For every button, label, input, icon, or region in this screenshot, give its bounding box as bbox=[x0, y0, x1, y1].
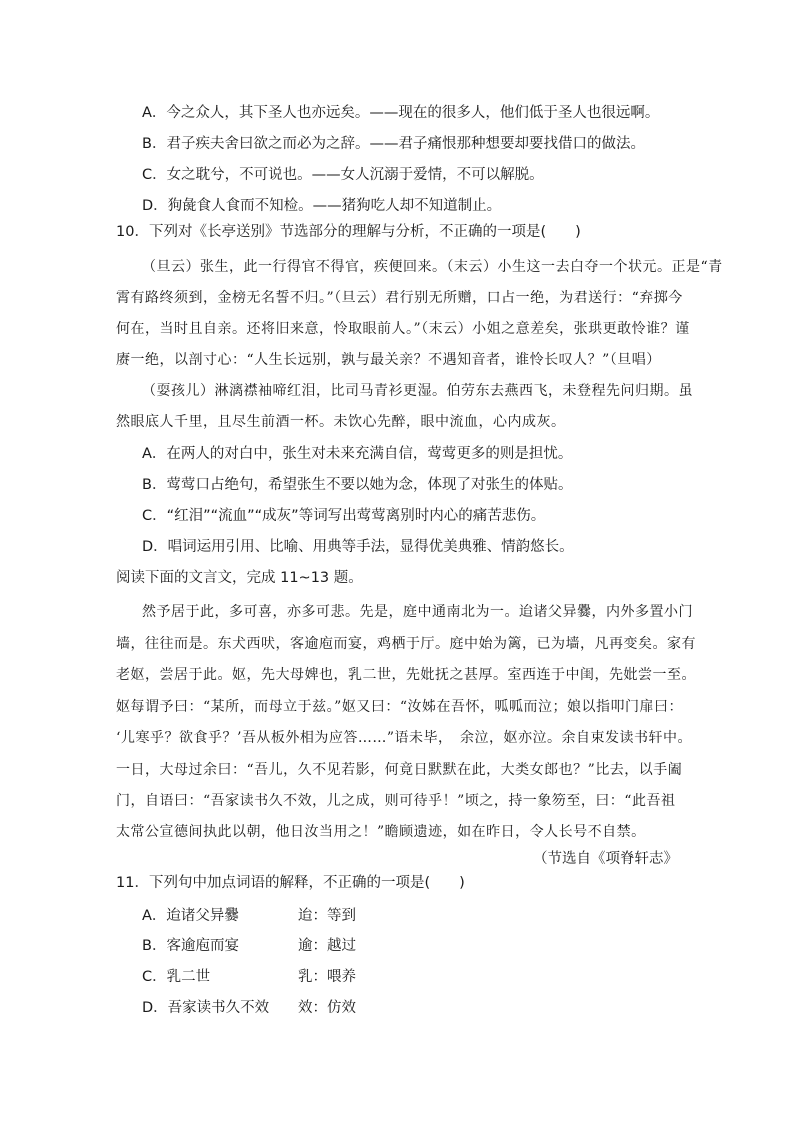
q10-passage-line: 然眼底人千里，且尽生前酒一杯。未饮心先醉，眼中流血，心内成灰。 bbox=[116, 414, 566, 430]
q9-option-c: C．女之耽兮，不可说也。——女人沉溺于爱情，不可以解脱。 bbox=[142, 167, 544, 183]
q11-option-b-gloss: 逾：越过 bbox=[298, 938, 356, 954]
q9-option-a: A．今之众人，其下圣人也亦远矣。——现在的很多人，他们低于圣人也很远啊。 bbox=[142, 105, 660, 121]
q10-passage-line: 何在，当时且自亲。还将旧来意，怜取眼前人。”（末云）小姐之意差矣，张珙更敢怜谁？谨 bbox=[116, 321, 690, 337]
q10-option-c: C．“红泪”“流血”“成灰”等词写出莺莺离别时内心的痛苦悲伤。 bbox=[142, 508, 546, 524]
q10-option-a: A．在两人的对白中，张生对未来充满自信，莺莺更多的则是担忧。 bbox=[142, 446, 573, 462]
classical-passage-line: 太常公宣德间执此以朝，他日汝当用之！”瞻顾遗迹，如在昨日，令人长号不自禁。 bbox=[116, 824, 646, 840]
q11-option-b-term: B．客逾庖而宴 bbox=[142, 938, 239, 954]
q10-passage-line: （旦云）张生，此一行得官不得官，疾便回来。（末云）小生这一去白夺一个状元。正是“青 bbox=[142, 259, 723, 275]
q9-option-b: B．君子疾夫舍曰欲之而必为之辞。——君子痛恨那种想要却要找借口的做法。 bbox=[142, 136, 645, 152]
q11-option-d-term: D．吾家读书久不效 bbox=[142, 1000, 270, 1016]
q10-passage-line: （耍孩儿）淋漓襟袖啼红泪，比司马青衫更湿。伯劳东去燕西飞，未登程先问归期。虽 bbox=[142, 383, 693, 399]
classical-passage-line: 墙，往往而是。东犬西吠，客逾庖而宴，鸡栖于厅。庭中始为篱，已为墙，凡再变矣。家有 bbox=[116, 636, 696, 652]
classical-passage-line: 然予居于此，多可喜，亦多可悲。先是，庭中通南北为一。迨诸父异爨，内外多置小门 bbox=[142, 604, 693, 620]
q10-passage-line: 霄有路终须到，金榜无名誓不归。”（旦云）君行别无所赠，口占一绝，为君送行：“弃掷今 bbox=[116, 290, 683, 306]
passage-source: （节选自《项脊轩志》 bbox=[533, 851, 678, 867]
q11-stem: 11．下列句中加点词语的解释，不正确的一项是( ) bbox=[116, 875, 465, 891]
classical-passage-line: ‘儿寒乎？欲食乎？’吾从板外相为应答……”语未毕， 余泣，妪亦泣。余自束发读书轩中。 bbox=[116, 730, 693, 746]
classical-passage-line: 老妪，尝居于此。妪，先大母婢也，乳二世，先妣抚之甚厚。室西连于中闺，先妣尝一至。 bbox=[116, 667, 696, 683]
q10-stem: 10．下列对《长亭送别》节选部分的理解与分析，不正确的一项是( ) bbox=[116, 224, 581, 240]
q11-option-c-gloss: 乳：喂养 bbox=[298, 969, 356, 985]
q10-passage-line: 赓一绝，以剖寸心：“人生长远别，孰与最关亲？不遇知音者，谁怜长叹人？”（旦唱） bbox=[116, 352, 661, 368]
q11-option-a-term: A．迨诸父异爨 bbox=[142, 908, 239, 924]
q9-option-d: D．狗彘食人食而不知检。——猪狗吃人却不知道制止。 bbox=[142, 198, 502, 214]
classical-passage-line: 一日，大母过余曰：“吾儿，久不见若影，何竟日默默在此，大类女郎也？”比去，以手阖 bbox=[116, 762, 683, 778]
q11-option-a-gloss: 迨：等到 bbox=[298, 908, 356, 924]
classical-passage-line: 妪每谓予曰：“某所，而母立于兹。”妪又曰：“汝姊在吾怀，呱呱而泣；娘以指叩门扉曰： bbox=[116, 699, 683, 715]
q11-option-c-term: C．乳二世 bbox=[142, 969, 211, 985]
classical-passage-line: 门，自语曰：“吾家读书久不效，儿之成，则可待乎！”顷之，持一象笏至，曰：“此吾祖 bbox=[116, 793, 676, 809]
q10-option-d: D．唱词运用引用、比喻、用典等手法，显得优美典雅、情韵悠长。 bbox=[142, 539, 574, 555]
reading-intro: 阅读下面的文言文，完成 11~13 题。 bbox=[116, 570, 363, 586]
q10-option-b: B．莺莺口占绝句，希望张生不要以她为念，体现了对张生的体贴。 bbox=[142, 477, 573, 493]
q11-option-d-gloss: 效：仿效 bbox=[298, 1000, 356, 1016]
